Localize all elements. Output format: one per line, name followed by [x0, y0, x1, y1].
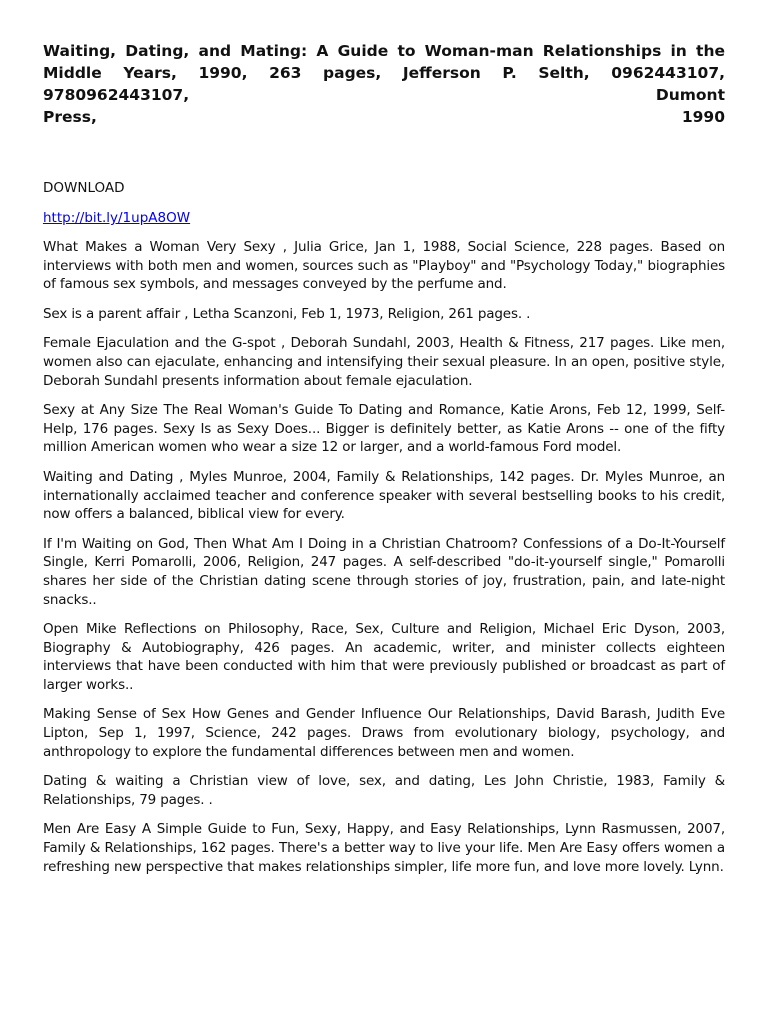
title-publisher: Press,	[43, 108, 97, 126]
book-entry: Sex is a parent affair , Letha Scanzoni, Feb 1, 1973, Religion, 261 pages. .	[43, 305, 531, 322]
document-title-tail	[43, 106, 725, 128]
book-entry: What Makes a Woman Very Sexy , Julia Grice, Jan 1, 1988, Social Science, 228 pages. Based on interviews with both men and women, sources such as "Playboy" and "Psychology Today," biographies of famous sex symbols, and messages conveyed by the perfume and.	[43, 239, 725, 293]
book-entry: Making Sense of Sex How Genes and Gender Influence Our Relationships, David Barash, Judith Eve Lipton, Sep 1, 1997, Science, 242 pages. Draws from evolutionary biology, psychology, and anthropology to explore the fundamental differences between men and women.	[43, 706, 725, 760]
book-entry: Female Ejaculation and the G-spot , Deborah Sundahl, 2003, Health & Fitness, 217 pages. Like men, women also can ejaculate, enhancing and intensifying their sexual pleasure. In an open, positive style, Deborah Sundahl presents information about female ejaculation.	[43, 335, 725, 389]
book-entry: If I'm Waiting on God, Then What Am I Doing in a Christian Chatroom? Confessions of a Do-It-Yourself Single, Kerri Pomarolli, 2006, Religion, 247 pages. A self-described "do-it-yourself single," Pomarolli shares her side of the Christian dating scene through stories of joy, frustration, pain, and late-night snacks..	[43, 535, 725, 608]
book-entry: Open Mike Reflections on Philosophy, Race, Sex, Culture and Religion, Michael Eric Dyson, 2003, Biography & Autobiography, 426 pages. An academic, writer, and minister collects eighteen interviews that have been conducted with him that were previously published or broadcast as part of larger works..	[43, 621, 725, 693]
book-list	[43, 238, 725, 876]
book-entry: Dating & waiting a Christian view of love, sex, and dating, Les John Christie, 1983, Family & Relationships, 79 pages. .	[43, 773, 725, 808]
document-title: Waiting, Dating, and Mating: A Guide to Woman-man Relationships in the Middle Years, 1990, 263 pages, Jefferson P. Selth, 0962443107, 9780962443107, Dumont	[43, 42, 725, 104]
download-label: DOWNLOAD	[43, 180, 125, 196]
title-year: 1990	[681, 108, 725, 126]
book-entry: Sexy at Any Size The Real Woman's Guide To Dating and Romance, Katie Arons, Feb 12, 1999, Self-Help, 176 pages. Sexy Is as Sexy Does... Bigger is definitely better, as Katie Arons -- one of the fifty million American women who wear a size 12 or larger, and a world-famous Ford model.	[43, 402, 725, 456]
download-link[interactable]: http://bit.ly/1upA8OW	[43, 210, 191, 226]
book-entry: Men Are Easy A Simple Guide to Fun, Sexy, Happy, and Easy Relationships, Lynn Rasmussen, 2007, Family & Relationships, 162 pages. There's a better way to live your life. Men Are Easy offers women a refreshing new perspective that makes relationships simpler, life more fun, and love more lovely. Lynn.	[43, 821, 725, 875]
book-entry: Waiting and Dating , Myles Munroe, 2004, Family & Relationships, 142 pages. Dr. Myles Munroe, an internationally acclaimed teacher and conference speaker with several bestselling books to his credit, now offers a balanced, biblical view for every.	[43, 468, 725, 523]
